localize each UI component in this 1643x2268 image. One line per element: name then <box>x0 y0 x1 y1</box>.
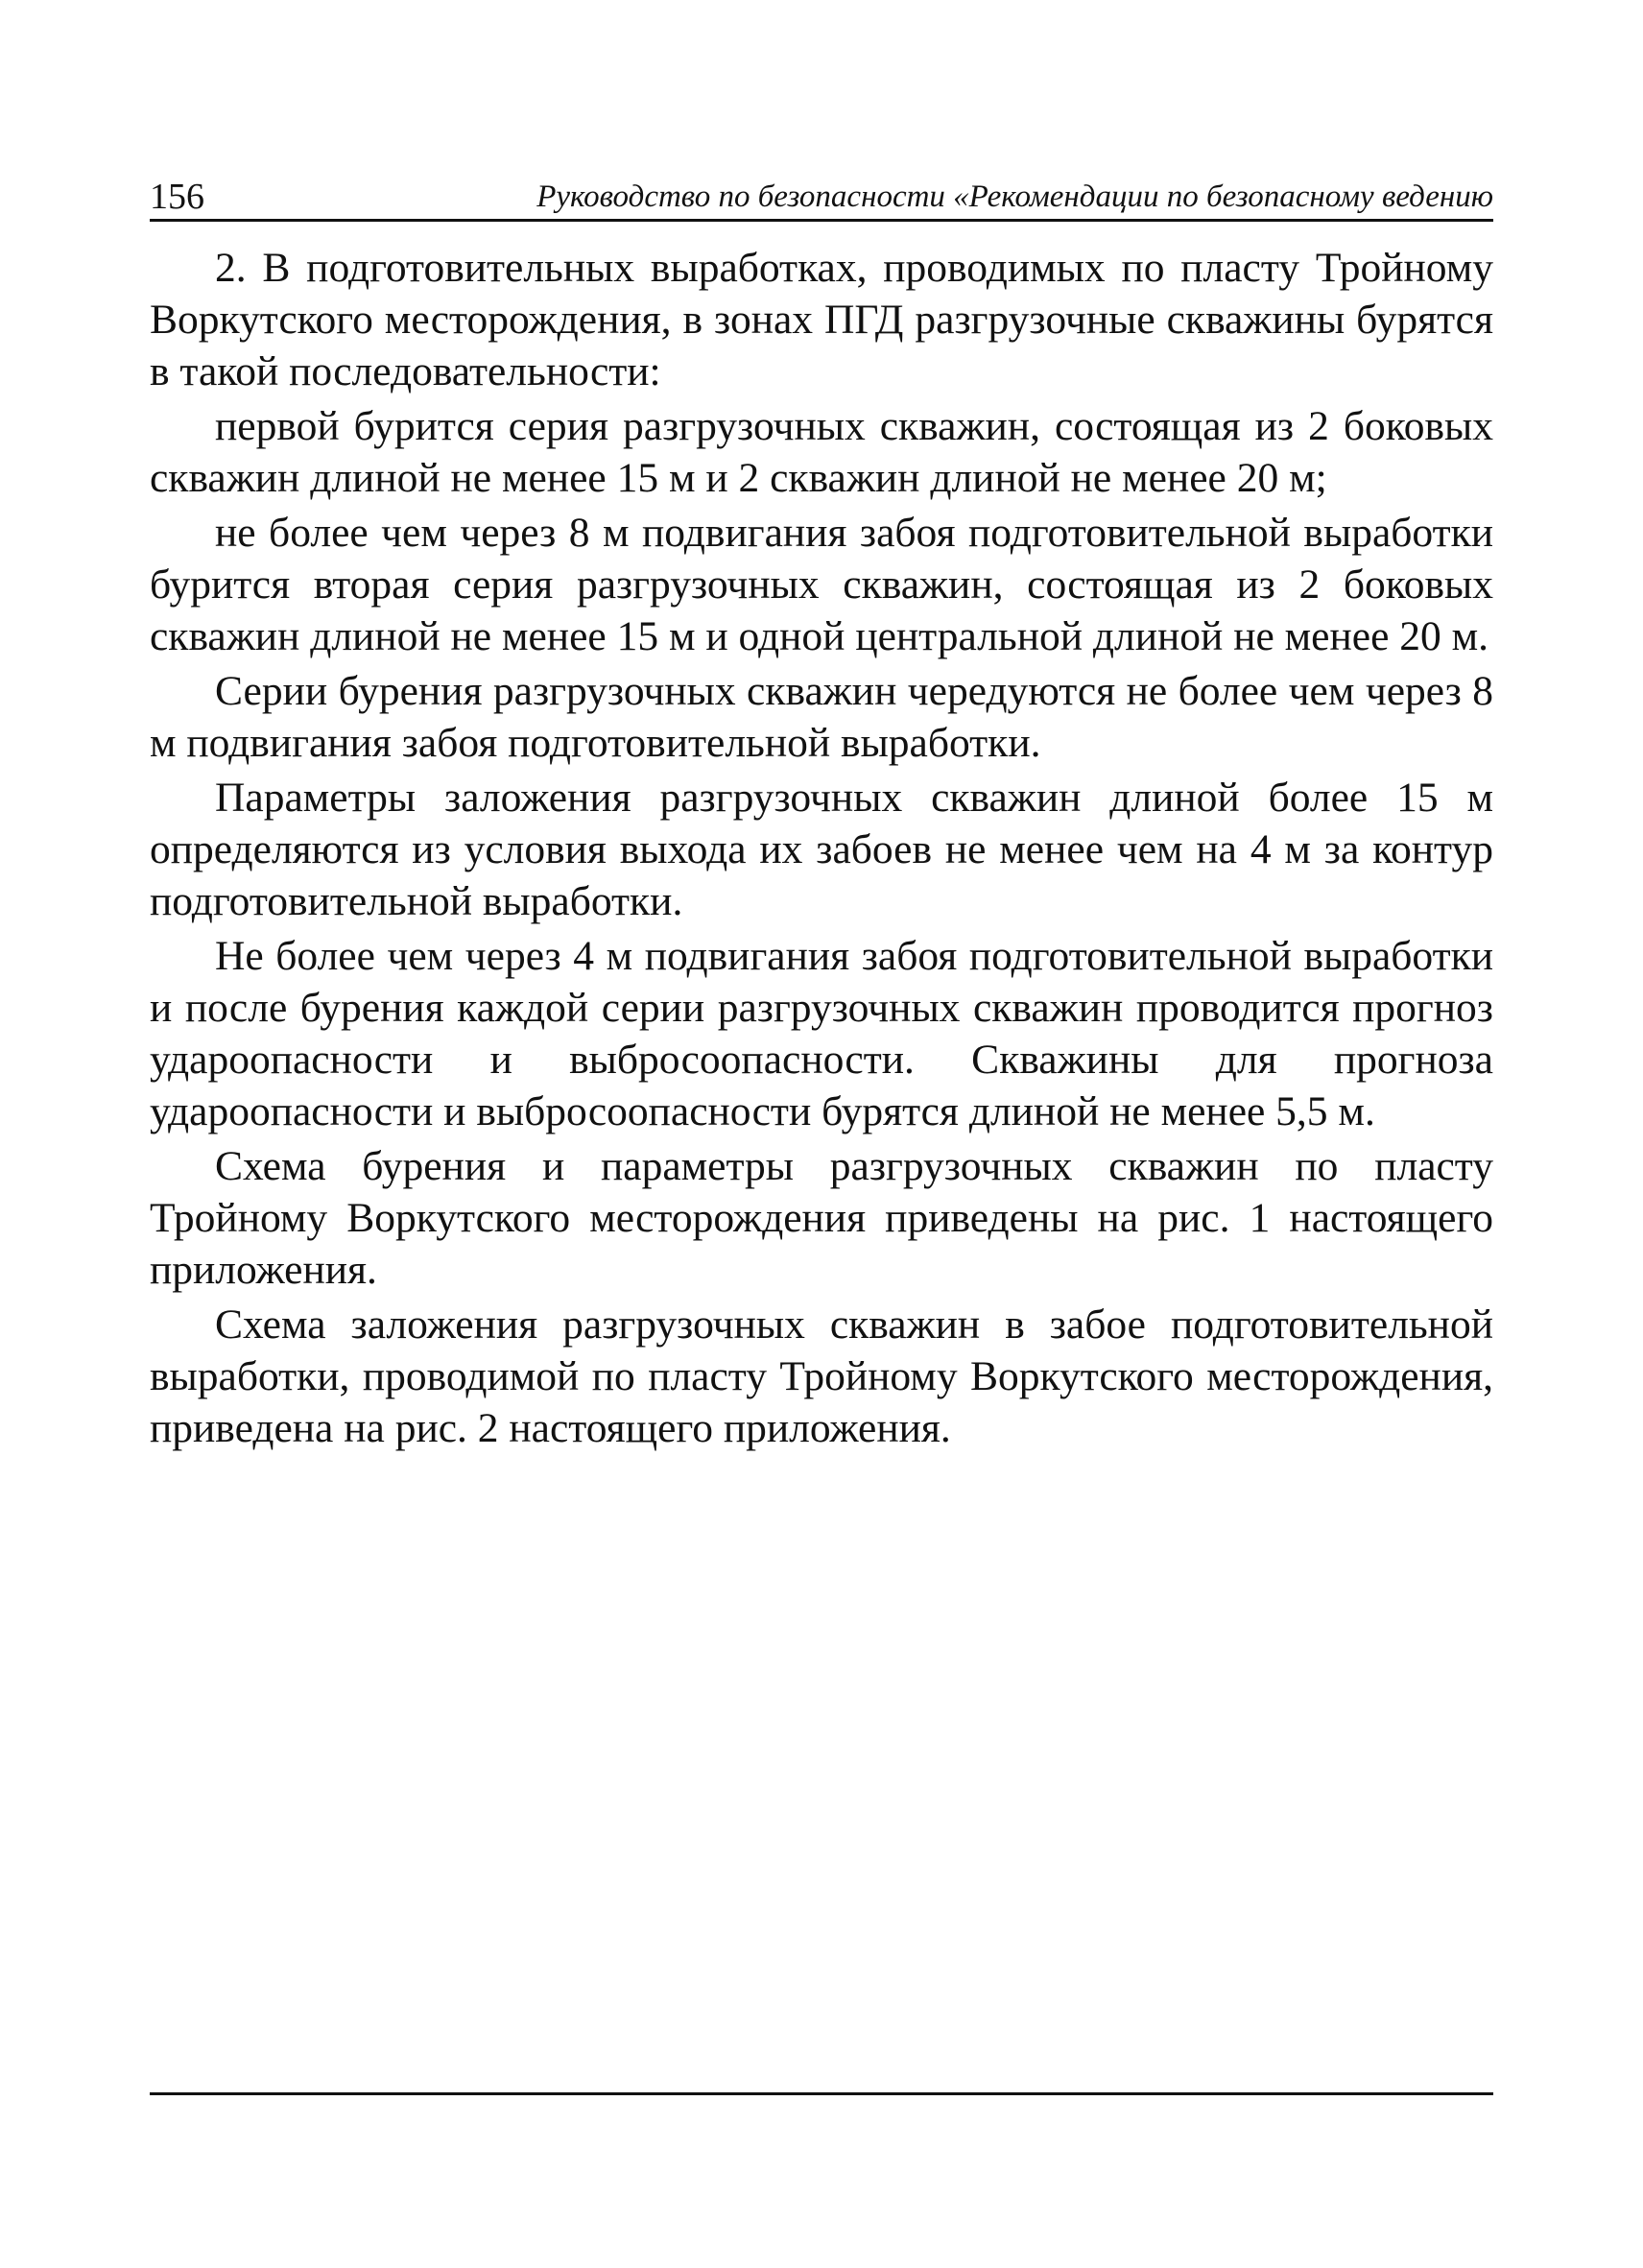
document-page <box>150 0 1493 2268</box>
page-number: 156 <box>150 177 204 217</box>
paragraph-3: не более чем через 8 м подвигания забоя подготовительной выработки бурится вторая серия разгрузочных скважин, состоящая из 2 боковых скважин длиной не менее 15 м и одной центральной длиной не менее 20 м. <box>150 510 1493 659</box>
body-text <box>150 242 1493 1457</box>
paragraph-6: Не более чем через 4 м подвигания забоя подготовительной выработки и после бурения каждой серии разгрузочных скважин проводится прогноз удароопасности и выбросоопасности. Скважины для прогноза удароопасности и выбросоопасности бурятся длиной не менее 5,5 м. <box>150 933 1493 1134</box>
paragraph-5: Параметры заложения разгрузочных скважин длиной более 15 м определяются из условия выхода их забоев не менее чем на 4 м за контур подготовительной выработки. <box>150 775 1493 924</box>
paragraph-2: первой бурится серия разгрузочных скважин, состоящая из 2 боковых скважин длиной не менее 15 м и 2 скважин длиной не менее 20 м; <box>150 403 1493 501</box>
paragraph-4: Серии бурения разгрузочных скважин чередуются не более чем через 8 м подвигания забоя подготовительной выработки. <box>150 668 1493 766</box>
footnote-divider <box>150 2092 1493 2095</box>
paragraph-1: 2. В подготовительных выработках, проводимых по пласту Тройному Воркутского месторождения, в зонах ПГД разгрузочные скважины бурятся в такой последовательности: <box>150 245 1493 394</box>
paragraph-8: Схема заложения разгрузочных скважин в забое подготовительной выработки, проводимой по пласту Тройному Воркутского месторождения, приведена на рис. 2 настоящего приложения. <box>150 1301 1493 1451</box>
paragraph-7: Схема бурения и параметры разгрузочных скважин по пласту Тройному Воркутского месторождения приведены на рис. 1 настоящего приложения. <box>150 1143 1493 1293</box>
running-header <box>150 165 1493 222</box>
running-title: Руководство по безопасности «Рекомендации по безопасному ведению <box>536 179 1493 214</box>
